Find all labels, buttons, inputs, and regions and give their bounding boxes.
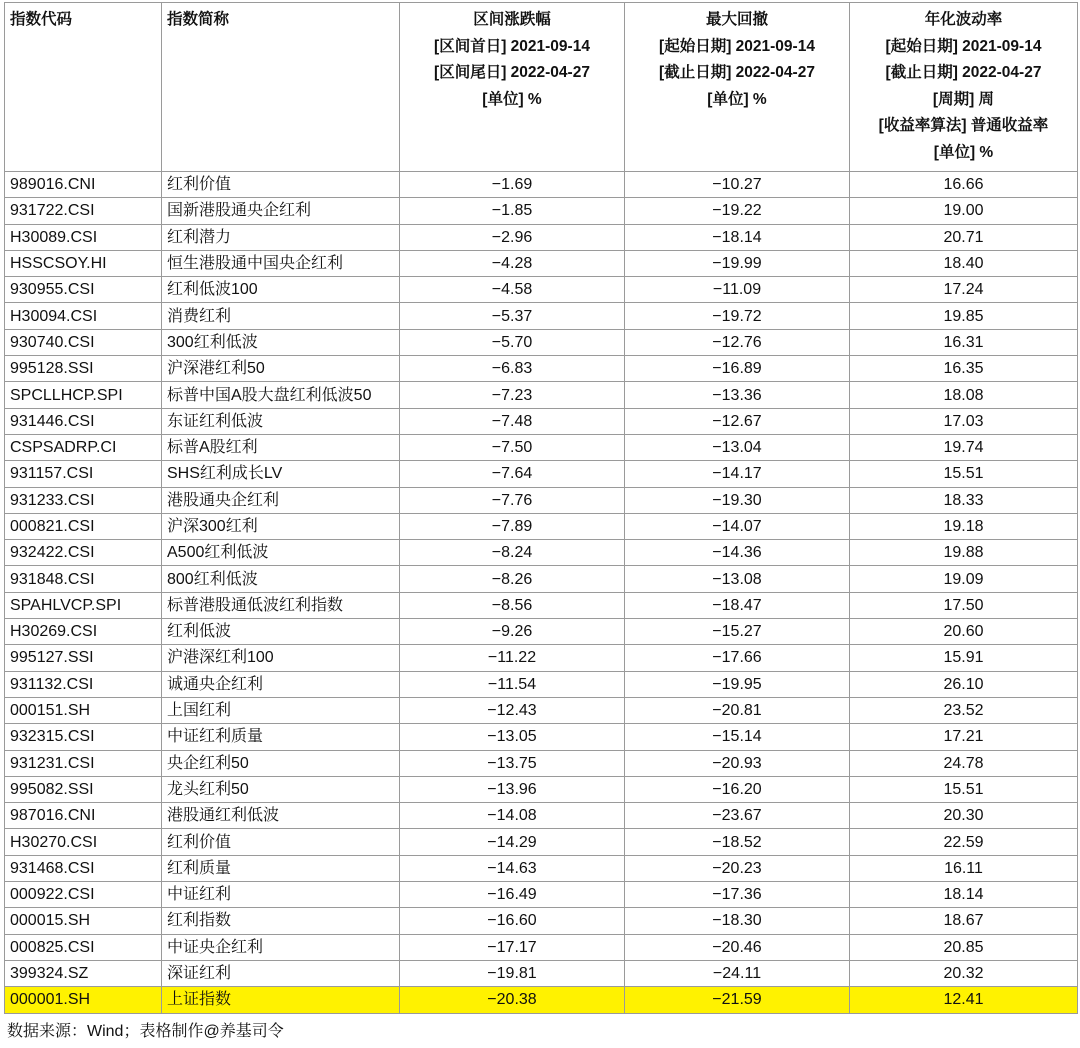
header-line: [周期] 周 xyxy=(932,90,995,108)
table-row xyxy=(5,540,1078,566)
cell-max-drawdown: −18.14 xyxy=(625,224,850,250)
cell-max-drawdown: −17.36 xyxy=(625,882,850,908)
cell-annual-volatility: 17.24 xyxy=(850,277,1078,303)
cell-annual-volatility: 15.91 xyxy=(850,645,1078,671)
cell-annual-volatility: 23.52 xyxy=(850,697,1078,723)
table-row xyxy=(5,619,1078,645)
cell-interval-change: −1.85 xyxy=(400,198,625,224)
cell-index-name: 红利潜力 xyxy=(162,224,400,250)
cell-index-name: 港股通红利低波 xyxy=(162,803,400,829)
cell-index-code: 995082.SSI xyxy=(5,776,162,802)
header-index-name: 指数简称 xyxy=(162,3,400,172)
cell-max-drawdown: −16.20 xyxy=(625,776,850,802)
cell-index-code: 931157.CSI xyxy=(5,461,162,487)
header-annual-volatility xyxy=(850,3,1078,172)
cell-annual-volatility: 19.74 xyxy=(850,434,1078,460)
cell-annual-volatility: 16.11 xyxy=(850,855,1078,881)
cell-max-drawdown: −24.11 xyxy=(625,960,850,986)
cell-index-name: 消费红利 xyxy=(162,303,400,329)
cell-index-name: 东证红利低波 xyxy=(162,408,400,434)
cell-interval-change: −13.96 xyxy=(400,776,625,802)
cell-index-name: 上证指数 xyxy=(162,987,400,1013)
cell-index-code: 000151.SH xyxy=(5,697,162,723)
cell-annual-volatility: 17.03 xyxy=(850,408,1078,434)
cell-index-name: 龙头红利50 xyxy=(162,776,400,802)
cell-interval-change: −19.81 xyxy=(400,960,625,986)
header-line: [单位] % xyxy=(933,143,994,161)
cell-interval-change: −6.83 xyxy=(400,356,625,382)
cell-annual-volatility: 19.18 xyxy=(850,513,1078,539)
table-row xyxy=(5,513,1078,539)
cell-interval-change: −1.69 xyxy=(400,172,625,198)
cell-index-code: 995128.SSI xyxy=(5,356,162,382)
cell-interval-change: −11.54 xyxy=(400,671,625,697)
cell-max-drawdown: −12.67 xyxy=(625,408,850,434)
cell-interval-change: −7.89 xyxy=(400,513,625,539)
cell-annual-volatility: 20.32 xyxy=(850,960,1078,986)
cell-index-name: 300红利低波 xyxy=(162,329,400,355)
cell-index-code: 931132.CSI xyxy=(5,671,162,697)
cell-index-name: 港股通央企红利 xyxy=(162,487,400,513)
cell-interval-change: −14.63 xyxy=(400,855,625,881)
cell-max-drawdown: −19.95 xyxy=(625,671,850,697)
cell-interval-change: −17.17 xyxy=(400,934,625,960)
header-line: 区间涨跌幅 xyxy=(473,11,551,28)
cell-index-code: H30094.CSI xyxy=(5,303,162,329)
cell-interval-change: −12.43 xyxy=(400,697,625,723)
table-row xyxy=(5,697,1078,723)
table-row xyxy=(5,908,1078,934)
cell-max-drawdown: −23.67 xyxy=(625,803,850,829)
cell-index-name: 诚通央企红利 xyxy=(162,671,400,697)
cell-annual-volatility: 17.50 xyxy=(850,592,1078,618)
table-row xyxy=(5,987,1078,1013)
header-line: [单位] % xyxy=(707,90,767,108)
table-row xyxy=(5,461,1078,487)
cell-annual-volatility: 20.60 xyxy=(850,619,1078,645)
cell-interval-change: −8.26 xyxy=(400,566,625,592)
cell-annual-volatility: 20.30 xyxy=(850,803,1078,829)
header-line: [单位] % xyxy=(482,90,542,108)
table-row xyxy=(5,382,1078,408)
cell-index-code: 000922.CSI xyxy=(5,882,162,908)
cell-index-code: H30269.CSI xyxy=(5,619,162,645)
table-row xyxy=(5,566,1078,592)
table-row xyxy=(5,277,1078,303)
cell-max-drawdown: −18.47 xyxy=(625,592,850,618)
cell-interval-change: −8.24 xyxy=(400,540,625,566)
cell-index-code: 995127.SSI xyxy=(5,645,162,671)
cell-index-name: 上国红利 xyxy=(162,697,400,723)
cell-annual-volatility: 15.51 xyxy=(850,461,1078,487)
cell-index-code: 000001.SH xyxy=(5,987,162,1013)
table-row xyxy=(5,724,1078,750)
cell-index-code: 000015.SH xyxy=(5,908,162,934)
cell-index-code: 931233.CSI xyxy=(5,487,162,513)
header-max-drawdown xyxy=(625,3,850,172)
cell-index-name: SHS红利成长LV xyxy=(162,461,400,487)
cell-max-drawdown: −15.27 xyxy=(625,619,850,645)
cell-max-drawdown: −19.72 xyxy=(625,303,850,329)
cell-index-name: 深证红利 xyxy=(162,960,400,986)
cell-index-code: 931848.CSI xyxy=(5,566,162,592)
cell-max-drawdown: −13.36 xyxy=(625,382,850,408)
cell-max-drawdown: −14.07 xyxy=(625,513,850,539)
cell-index-name: 红利低波100 xyxy=(162,277,400,303)
cell-interval-change: −7.64 xyxy=(400,461,625,487)
cell-index-code: 931722.CSI xyxy=(5,198,162,224)
cell-index-code: 930740.CSI xyxy=(5,329,162,355)
cell-max-drawdown: −20.93 xyxy=(625,750,850,776)
cell-index-code: SPAHLVCP.SPI xyxy=(5,592,162,618)
cell-max-drawdown: −10.27 xyxy=(625,172,850,198)
cell-interval-change: −13.05 xyxy=(400,724,625,750)
table-row xyxy=(5,250,1078,276)
header-interval-change xyxy=(400,3,625,172)
cell-max-drawdown: −20.23 xyxy=(625,855,850,881)
cell-index-code: H30089.CSI xyxy=(5,224,162,250)
table-row xyxy=(5,434,1078,460)
header-line: [截止日期] 2022-04-27 xyxy=(659,64,815,81)
header-line: 最大回撤 xyxy=(705,11,768,28)
table-row xyxy=(5,592,1078,618)
cell-interval-change: −2.96 xyxy=(400,224,625,250)
cell-max-drawdown: −14.36 xyxy=(625,540,850,566)
table-row xyxy=(5,408,1078,434)
cell-interval-change: −4.28 xyxy=(400,250,625,276)
source-note: 数据来源：Wind；表格制作@养基司令 xyxy=(7,1023,284,1040)
cell-interval-change: −14.29 xyxy=(400,829,625,855)
cell-max-drawdown: −18.52 xyxy=(625,829,850,855)
cell-annual-volatility: 19.09 xyxy=(850,566,1078,592)
cell-interval-change: −11.22 xyxy=(400,645,625,671)
cell-max-drawdown: −11.09 xyxy=(625,277,850,303)
cell-annual-volatility: 16.31 xyxy=(850,329,1078,355)
cell-max-drawdown: −14.17 xyxy=(625,461,850,487)
cell-interval-change: −9.26 xyxy=(400,619,625,645)
table-row xyxy=(5,487,1078,513)
cell-index-name: 中证央企红利 xyxy=(162,934,400,960)
cell-index-name: 中证红利质量 xyxy=(162,724,400,750)
table-row xyxy=(5,303,1078,329)
cell-interval-change: −16.49 xyxy=(400,882,625,908)
cell-index-name: 红利价值 xyxy=(162,172,400,198)
table-row xyxy=(5,329,1078,355)
header-line: [区间首日] 2021-09-14 xyxy=(434,37,590,55)
cell-max-drawdown: −20.81 xyxy=(625,697,850,723)
cell-index-name: 国新港股通央企红利 xyxy=(162,198,400,224)
cell-annual-volatility: 24.78 xyxy=(850,750,1078,776)
cell-index-code: H30270.CSI xyxy=(5,829,162,855)
cell-max-drawdown: −12.76 xyxy=(625,329,850,355)
cell-index-name: 沪港深红利100 xyxy=(162,645,400,671)
cell-max-drawdown: −13.08 xyxy=(625,566,850,592)
cell-index-code: 989016.CNI xyxy=(5,172,162,198)
cell-index-name: 沪深300红利 xyxy=(162,513,400,539)
cell-interval-change: −16.60 xyxy=(400,908,625,934)
table-row xyxy=(5,829,1078,855)
cell-max-drawdown: −18.30 xyxy=(625,908,850,934)
index-comparison-table xyxy=(4,2,1078,1014)
cell-max-drawdown: −15.14 xyxy=(625,724,850,750)
cell-interval-change: −5.70 xyxy=(400,329,625,355)
table-row xyxy=(5,224,1078,250)
header-line: 年化波动率 xyxy=(924,11,1003,28)
header-line: [起始日期] 2021-09-14 xyxy=(659,37,815,55)
cell-annual-volatility: 20.85 xyxy=(850,934,1078,960)
table-row xyxy=(5,934,1078,960)
cell-max-drawdown: −17.66 xyxy=(625,645,850,671)
cell-max-drawdown: −20.46 xyxy=(625,934,850,960)
cell-annual-volatility: 18.40 xyxy=(850,250,1078,276)
cell-index-code: 930955.CSI xyxy=(5,277,162,303)
header-line: [截止日期] 2022-04-27 xyxy=(885,64,1042,81)
cell-interval-change: −20.38 xyxy=(400,987,625,1013)
cell-index-code: 399324.SZ xyxy=(5,960,162,986)
cell-index-name: 央企红利50 xyxy=(162,750,400,776)
table-row xyxy=(5,882,1078,908)
cell-index-name: 标普港股通低波红利指数 xyxy=(162,592,400,618)
cell-index-name: 800红利低波 xyxy=(162,566,400,592)
cell-max-drawdown: −19.22 xyxy=(625,198,850,224)
cell-max-drawdown: −16.89 xyxy=(625,356,850,382)
cell-annual-volatility: 18.67 xyxy=(850,908,1078,934)
cell-index-name: 标普中国A股大盘红利低波50 xyxy=(162,382,400,408)
cell-max-drawdown: −19.99 xyxy=(625,250,850,276)
table-row xyxy=(5,172,1078,198)
cell-max-drawdown: −19.30 xyxy=(625,487,850,513)
cell-index-name: 标普A股红利 xyxy=(162,434,400,460)
cell-annual-volatility: 19.88 xyxy=(850,540,1078,566)
cell-index-code: 000825.CSI xyxy=(5,934,162,960)
cell-index-code: 932315.CSI xyxy=(5,724,162,750)
table-row xyxy=(5,803,1078,829)
cell-index-name: 恒生港股通中国央企红利 xyxy=(162,250,400,276)
header-row xyxy=(5,3,1078,172)
cell-index-code: 000821.CSI xyxy=(5,513,162,539)
cell-index-code: CSPSADRP.CI xyxy=(5,434,162,460)
cell-interval-change: −7.76 xyxy=(400,487,625,513)
table-row xyxy=(5,776,1078,802)
cell-annual-volatility: 12.41 xyxy=(850,987,1078,1013)
cell-index-name: 红利价值 xyxy=(162,829,400,855)
table-row xyxy=(5,645,1078,671)
cell-interval-change: −7.48 xyxy=(400,408,625,434)
cell-index-code: 987016.CNI xyxy=(5,803,162,829)
cell-annual-volatility: 26.10 xyxy=(850,671,1078,697)
cell-index-code: SPCLLHCP.SPI xyxy=(5,382,162,408)
cell-index-name: 红利低波 xyxy=(162,619,400,645)
cell-max-drawdown: −21.59 xyxy=(625,987,850,1013)
table-row xyxy=(5,671,1078,697)
header-line: [收益率算法] 普通收益率 xyxy=(878,117,1049,134)
cell-interval-change: −4.58 xyxy=(400,277,625,303)
header-line: [起始日期] 2021-09-14 xyxy=(885,37,1042,55)
table-body xyxy=(5,172,1078,1014)
cell-interval-change: −7.50 xyxy=(400,434,625,460)
cell-annual-volatility: 20.71 xyxy=(850,224,1078,250)
header-line: [区间尾日] 2022-04-27 xyxy=(434,64,590,81)
cell-annual-volatility: 18.33 xyxy=(850,487,1078,513)
cell-annual-volatility: 16.35 xyxy=(850,356,1078,382)
cell-index-name: 沪深港红利50 xyxy=(162,356,400,382)
cell-annual-volatility: 19.85 xyxy=(850,303,1078,329)
cell-annual-volatility: 18.14 xyxy=(850,882,1078,908)
cell-interval-change: −8.56 xyxy=(400,592,625,618)
cell-annual-volatility: 17.21 xyxy=(850,724,1078,750)
cell-index-code: 931446.CSI xyxy=(5,408,162,434)
cell-index-name: A500红利低波 xyxy=(162,540,400,566)
cell-annual-volatility: 18.08 xyxy=(850,382,1078,408)
cell-interval-change: −7.23 xyxy=(400,382,625,408)
cell-index-code: 932422.CSI xyxy=(5,540,162,566)
table-row xyxy=(5,356,1078,382)
table-row xyxy=(5,750,1078,776)
cell-annual-volatility: 15.51 xyxy=(850,776,1078,802)
cell-index-name: 中证红利 xyxy=(162,882,400,908)
cell-index-code: 931231.CSI xyxy=(5,750,162,776)
cell-index-code: 931468.CSI xyxy=(5,855,162,881)
cell-index-name: 红利指数 xyxy=(162,908,400,934)
cell-annual-volatility: 16.66 xyxy=(850,172,1078,198)
cell-interval-change: −5.37 xyxy=(400,303,625,329)
table-row xyxy=(5,960,1078,986)
cell-max-drawdown: −13.04 xyxy=(625,434,850,460)
header-index-code: 指数代码 xyxy=(5,3,162,172)
cell-index-code: HSSCSOY.HI xyxy=(5,250,162,276)
cell-interval-change: −14.08 xyxy=(400,803,625,829)
cell-index-name: 红利质量 xyxy=(162,855,400,881)
cell-annual-volatility: 22.59 xyxy=(850,829,1078,855)
table-row xyxy=(5,198,1078,224)
table-row xyxy=(5,855,1078,881)
cell-annual-volatility: 19.00 xyxy=(850,198,1078,224)
cell-interval-change: −13.75 xyxy=(400,750,625,776)
